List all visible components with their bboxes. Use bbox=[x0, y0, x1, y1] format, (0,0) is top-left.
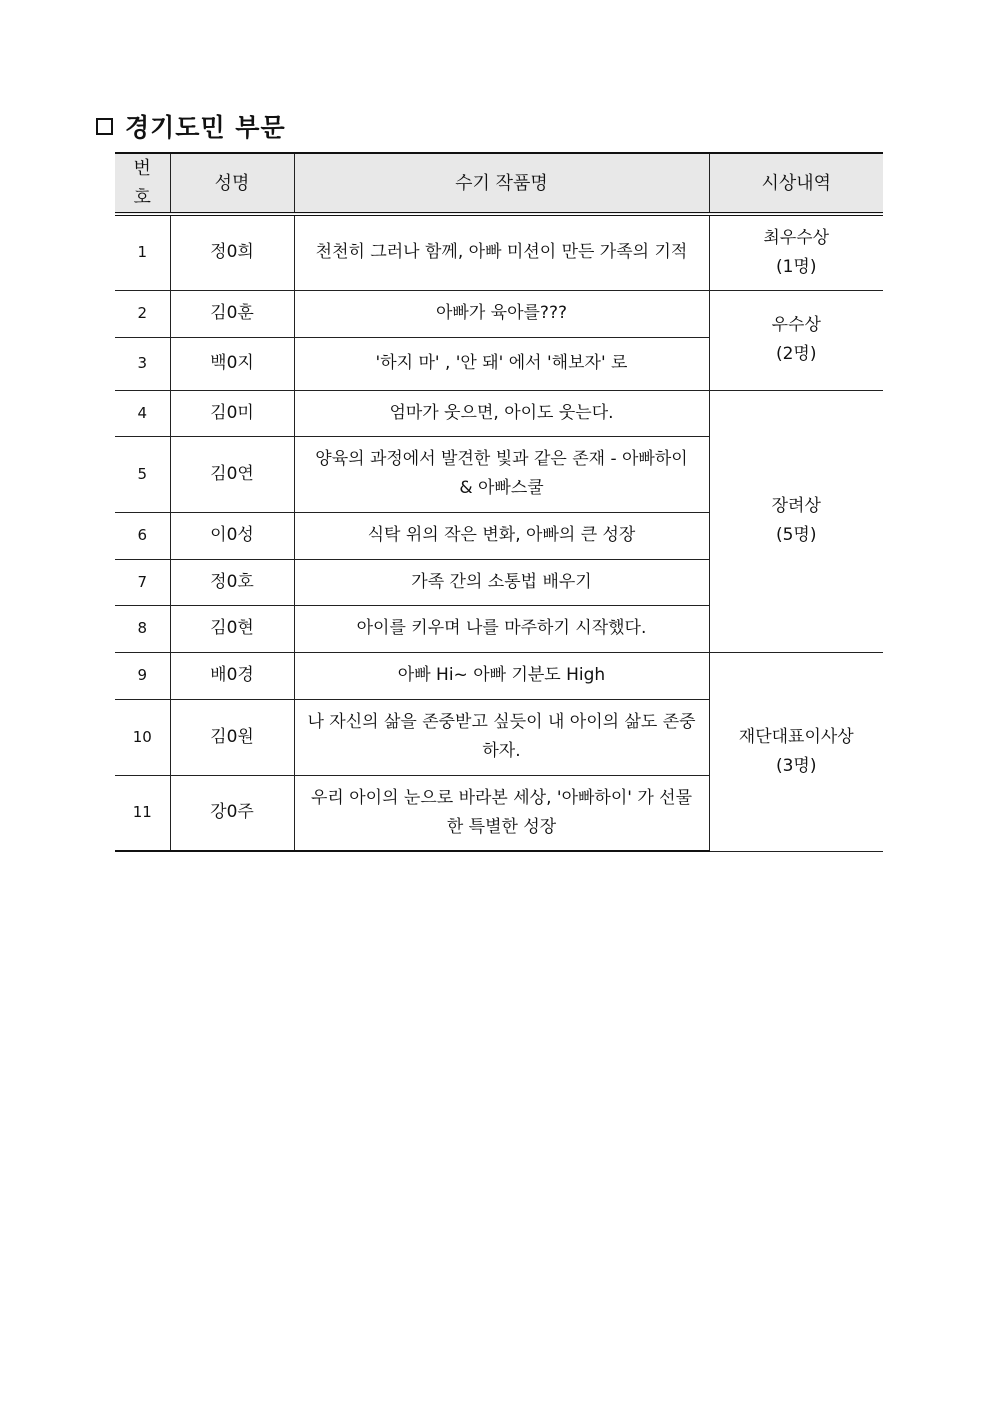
award-name: 최우수상 bbox=[763, 227, 830, 248]
cell-title: 가족 간의 소통법 배우기 bbox=[294, 559, 709, 605]
award-count: (2명) bbox=[775, 344, 817, 364]
cell-title: 아빠가 육아를??? bbox=[294, 290, 709, 337]
section-heading-text: 경기도민 부문 bbox=[125, 113, 286, 142]
cell-number: 2 bbox=[115, 290, 170, 337]
cell-name: 김0원 bbox=[170, 699, 294, 775]
cell-name: 김0미 bbox=[170, 390, 294, 436]
table-row bbox=[115, 214, 883, 290]
cell-title: 아빠 Hi~ 아빠 기분도 High bbox=[294, 652, 709, 699]
cell-name: 백0지 bbox=[170, 337, 294, 390]
section-heading bbox=[96, 108, 286, 144]
cell-title: 아이를 키우며 나를 마주하기 시작했다. bbox=[294, 605, 709, 652]
header-title: 수기 작품명 bbox=[294, 153, 709, 214]
square-box-icon bbox=[96, 118, 113, 135]
award-name: 장려상 bbox=[771, 496, 821, 516]
award-count: (5명) bbox=[775, 525, 817, 545]
cell-number: 5 bbox=[115, 436, 170, 512]
award-count: (1명) bbox=[775, 256, 817, 277]
cell-name: 정0호 bbox=[170, 559, 294, 605]
table-row bbox=[115, 290, 883, 337]
cell-number: 3 bbox=[115, 337, 170, 390]
cell-number: 6 bbox=[115, 512, 170, 559]
cell-title: 양육의 과정에서 발견한 빛과 같은 존재 - 아빠하이 & 아빠스쿨 bbox=[294, 436, 709, 512]
cell-name: 김0훈 bbox=[170, 290, 294, 337]
cell-title: 우리 아이의 눈으로 바라본 세상, '아빠하이' 가 선물한 특별한 성장 bbox=[294, 775, 709, 851]
award-name: 우수상 bbox=[771, 315, 821, 335]
cell-title: 나 자신의 삶을 존중받고 싶듯이 내 아이의 삶도 존중하자. bbox=[294, 699, 709, 775]
cell-award bbox=[709, 214, 883, 290]
cell-number: 9 bbox=[115, 652, 170, 699]
cell-name: 배0경 bbox=[170, 652, 294, 699]
cell-name: 강0주 bbox=[170, 775, 294, 851]
cell-name: 김0현 bbox=[170, 605, 294, 652]
cell-title: 엄마가 웃으면, 아이도 웃는다. bbox=[294, 390, 709, 436]
table-header-row bbox=[115, 153, 883, 214]
cell-number: 7 bbox=[115, 559, 170, 605]
cell-number: 10 bbox=[115, 699, 170, 775]
cell-award bbox=[709, 390, 883, 652]
cell-award bbox=[709, 652, 883, 851]
header-name: 성명 bbox=[170, 153, 294, 214]
header-award: 시상내역 bbox=[709, 153, 883, 214]
table-row bbox=[115, 652, 883, 699]
cell-name: 김0연 bbox=[170, 436, 294, 512]
cell-number: 4 bbox=[115, 390, 170, 436]
cell-number: 11 bbox=[115, 775, 170, 851]
awards-table bbox=[115, 152, 883, 852]
table-row bbox=[115, 390, 883, 436]
header-number: 번호 bbox=[115, 153, 170, 214]
cell-title: 식탁 위의 작은 변화, 아빠의 큰 성장 bbox=[294, 512, 709, 559]
cell-title: '하지 마' , '안 돼' 에서 '해보자' 로 bbox=[294, 337, 709, 390]
cell-number: 8 bbox=[115, 605, 170, 652]
cell-name: 정0희 bbox=[170, 214, 294, 290]
award-name: 재단대표이사상 bbox=[738, 726, 854, 747]
cell-name: 이0성 bbox=[170, 512, 294, 559]
award-count: (3명) bbox=[775, 755, 817, 776]
cell-award bbox=[709, 290, 883, 390]
cell-number: 1 bbox=[115, 214, 170, 290]
cell-title: 천천히 그러나 함께, 아빠 미션이 만든 가족의 기적 bbox=[294, 214, 709, 290]
